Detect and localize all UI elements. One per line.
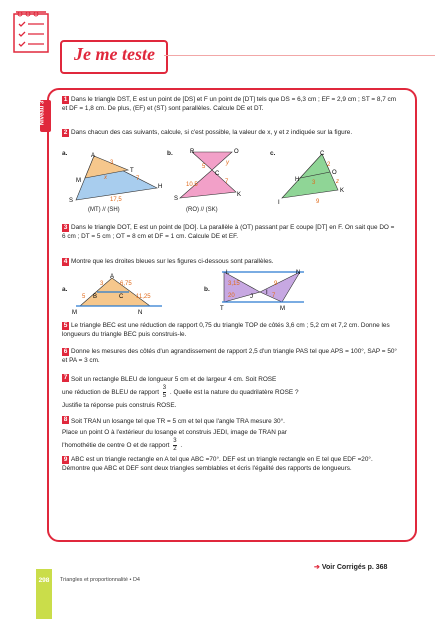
length-value: 10,5: [186, 182, 198, 188]
fraction-denominator: 5: [162, 393, 167, 399]
corriges-label: Voir Corrigés p. 368: [321, 564, 388, 571]
page-number-tab: [36, 569, 52, 619]
point-label: I: [278, 200, 280, 206]
exercise-number: 5: [63, 322, 68, 329]
point-label: O: [332, 170, 337, 176]
exercise-number: 1: [63, 96, 68, 103]
length-value: x: [104, 175, 107, 181]
length-value: 3: [110, 160, 114, 166]
fraction: [173, 438, 176, 453]
figure-label: a.: [62, 150, 68, 157]
exercise-text-line1: Soit TRAN un losange tel que TR = 5 cm et tel que l'angle TRA mesure 30°.: [71, 418, 285, 425]
page-title: Je me teste: [74, 44, 155, 64]
checklist-icon: [8, 8, 56, 58]
length-value: y: [226, 160, 229, 166]
point-label: C: [215, 171, 220, 177]
exercise-number: 2: [63, 129, 68, 136]
exercise-5: [62, 322, 398, 339]
figure-label: a.: [62, 286, 68, 293]
exercise-text-line2: Place un point O à l'extérieur du losange et construis JEDI, image de TRAN par: [62, 429, 287, 436]
figure-caption: (MT) // (SH): [88, 207, 120, 213]
point-label: T: [220, 306, 224, 312]
point-label: M: [280, 306, 285, 312]
point-label: A: [91, 153, 96, 159]
point-label: A: [110, 274, 115, 280]
exercise-7: [62, 374, 398, 411]
figure-4a: [72, 270, 172, 315]
point-label: S: [174, 196, 179, 202]
length-value: 7: [272, 293, 276, 299]
exercise-text: Donne les mesures des côtés d'un agrandissement de rapport 2,5 d'un triangle PAS tel que APS = 100°, SAP = 50° et PA = 3 cm.: [62, 348, 397, 364]
length-value: 2: [327, 162, 331, 168]
point-label: S: [69, 198, 74, 204]
niveau-label: Niveau 3: [39, 100, 46, 126]
fraction-numerator: 3: [162, 385, 167, 391]
exercise-1: [62, 96, 398, 113]
exercise-text-line3b: .: [180, 442, 183, 450]
exercise-number: 4: [63, 258, 68, 265]
point-label: J: [250, 294, 253, 300]
fraction: [163, 385, 166, 400]
fraction-numerator: 3: [173, 438, 177, 444]
point-label: M: [76, 178, 81, 184]
footer-text: Triangles et proportionnalité • D4: [60, 577, 140, 583]
niveau-badge: [40, 100, 51, 132]
corriges-link[interactable]: [314, 563, 387, 571]
length-value: 20: [228, 293, 235, 299]
point-label: L: [226, 270, 230, 276]
point-label: K: [340, 188, 345, 194]
length-value: z: [336, 179, 339, 185]
exercise-text: Montre que les droites bleues sur les figures ci-dessous sont parallèles.: [71, 258, 274, 265]
figure-4b: [214, 266, 314, 316]
point-label: N: [138, 310, 143, 315]
exercise-text-line1: Soit un rectangle BLEU de longueur 5 cm et de largeur 4 cm. Soit ROSE: [71, 376, 277, 383]
exercise-number: 7: [63, 374, 68, 381]
point-label: H: [295, 177, 300, 183]
exercise-number: 6: [63, 348, 68, 355]
exercise-text-line2b: . Quelle est la nature du quadrilatère ROSE ?: [169, 389, 299, 397]
exercise-text: Dans chacun des cas suivants, calcule, si c'est possible, la valeur de x, y et z indiquée sur la figure.: [71, 129, 353, 136]
figure-2c: [278, 148, 353, 206]
point-label: H: [158, 184, 162, 190]
exercise-number: 3: [63, 224, 68, 231]
exercise-text-line2a: une réduction de BLEU de rapport: [62, 389, 159, 397]
exercise-text: ABC est un triangle rectangle en A tel que ABC =70°. DEF est un triangle rectangle en E tel que EDF =20°. Démontre que ABC et DEF sont deux triangles semblables et écris l'égalité des rapports de longueurs.: [62, 456, 373, 472]
point-label: O: [234, 149, 239, 155]
exercise-text-line3: Justifie ta réponse puis construis ROSE.: [62, 402, 177, 409]
arrow-right-icon: ➔: [314, 564, 320, 571]
length-value: 9: [316, 199, 320, 205]
point-label: I: [266, 290, 268, 296]
point-label: N: [296, 270, 301, 276]
exercise-2: [62, 129, 362, 138]
figure-2a: [62, 150, 162, 205]
header-rule: [164, 55, 435, 56]
fraction-denominator: 2: [173, 446, 177, 452]
exercise-text: Le triangle BEC est une réduction de rapport 0,75 du triangle TOP de côtés 3,6 cm ; 5,2 cm et 7,2 cm. Donne les longueurs du triangle BEC puis construis-le.: [62, 322, 390, 338]
point-label: R: [190, 149, 195, 155]
length-value: 7: [136, 176, 140, 182]
figure-caption: (RO) // (SK): [186, 207, 218, 213]
exercise-8: [62, 416, 398, 453]
exercise-text: Dans le triangle DOT, E est un point de [DO]. La parallèle à (OT) passant par E coupe [DT] en F. On sait que DO = 6 cm ; DT = 5 cm ; OT = 8 cm et DF = 1 cm. Calcule DE et EF.: [62, 224, 395, 240]
length-value: 3: [312, 180, 316, 186]
exercise-number: 8: [63, 416, 68, 423]
length-value: 5: [82, 294, 86, 300]
figure-2b: [170, 146, 255, 208]
point-label: K: [237, 192, 242, 198]
length-value: 5: [202, 164, 206, 170]
length-value: 3,15: [228, 281, 240, 287]
point-label: C: [320, 151, 325, 157]
point-label: T: [130, 168, 134, 174]
point-label: C: [119, 294, 124, 300]
exercise-text: Dans le triangle DST, E est un point de [DS] et F un point de [DT] tels que DS = 6,3 cm ; EF = 2,9 cm ; ST = 8,7 cm et DF = 1,8 cm. De plus, (EF) et (ST) sont parallèles. Calcule DE et DT.: [62, 96, 397, 112]
figure-label: b.: [204, 286, 210, 293]
exercise-number: 9: [63, 456, 68, 463]
point-label: B: [93, 294, 98, 300]
figure-label: b.: [167, 150, 173, 157]
length-value: 7: [225, 179, 229, 185]
length-value: 6,75: [120, 281, 132, 287]
length-value: 3: [100, 281, 104, 287]
exercise-3: [62, 224, 398, 241]
figure-label: c.: [270, 150, 276, 157]
exercise-6: [62, 348, 398, 365]
point-label: M: [72, 310, 77, 315]
length-value: 11,25: [136, 294, 151, 300]
exercise-text-line3a: l'homothétie de centre O et de rapport: [62, 442, 170, 450]
length-value: 9: [274, 281, 278, 287]
length-value: 17,5: [110, 197, 122, 203]
page-number: 298: [38, 577, 50, 584]
exercise-9: [62, 456, 398, 473]
